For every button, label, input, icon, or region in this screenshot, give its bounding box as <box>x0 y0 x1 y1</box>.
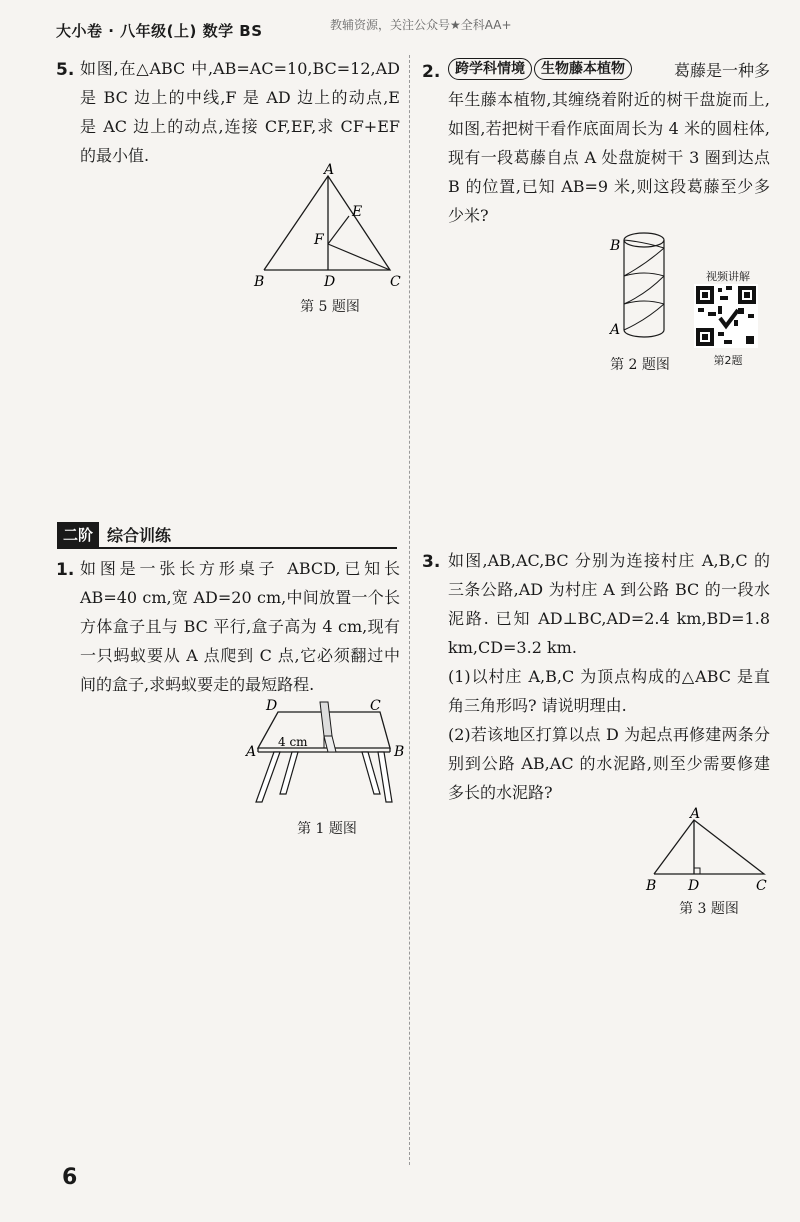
box-side <box>324 736 336 752</box>
watermark-text: 教辅资源，关注公众号★全科AA+ <box>330 18 512 32</box>
question-1-text: 如图是一张长方形桌子 ABCD,已知长 AB=40 cm,宽 AD=20 cm,中间放置一个长方体盒子且与 BC 平行,盒子高为 4 cm,现有一只蚂蚁要从 A 点爬到 C 点,它必须翻过中间的盒子,求蚂蚁要走的最短路程. <box>80 559 400 694</box>
page-number: 6 <box>62 1165 78 1190</box>
label-a: A <box>246 744 257 760</box>
label-c: C <box>756 878 767 894</box>
tag-biology: 生物藤本植物 <box>534 58 632 80</box>
question-3-part-1: (1)以村庄 A,B,C 为顶点构成的△ABC 是直角三角形吗? 请说明理由. <box>448 667 770 715</box>
figure-2-cylinder <box>606 228 676 346</box>
question-5-number: 5. <box>56 60 75 80</box>
question-2-number: 2. <box>422 62 441 82</box>
cylinder-top <box>624 233 664 247</box>
table-leg-back-right <box>362 752 380 794</box>
label-d: D <box>324 274 336 290</box>
figure-3-caption: 第 3 题图 <box>679 901 739 917</box>
book-title: 大小卷 · 八年级(上) 数学 BS <box>56 22 263 40</box>
triangle-abc <box>264 176 390 270</box>
question-3-number: 3. <box>422 552 441 572</box>
tag-interdisciplinary: 跨学科情境 <box>448 58 532 80</box>
right-angle-mark <box>694 868 700 874</box>
cylinder-bottom <box>624 330 664 337</box>
question-2-text: 葛藤是一种多年生藤本植物,其缠绕着附近的树干盘旋而上,如图,若把树干看作底面周长为 4 米的圆柱体,现有一段葛藤自点 A 处盘旋树干 3 圈到达点 B 的位置,已知 AB=9 米,则这段葛藤至少多少米? <box>448 61 771 225</box>
table-leg-back-left <box>280 752 298 794</box>
box-height-label: 4 cm <box>278 735 308 749</box>
section-title: 综合训练 <box>107 525 172 545</box>
label-d: D <box>688 878 700 894</box>
section-badge: 二阶 <box>57 522 99 547</box>
label-f: F <box>314 232 324 248</box>
table-leg-front-left <box>256 752 280 802</box>
label-b: B <box>254 274 265 290</box>
segment-ef <box>328 216 349 244</box>
label-a: A <box>324 162 335 178</box>
figure-2-caption: 第 2 题图 <box>610 357 670 373</box>
question-3-part-2: (2)若该地区打算以点 D 为起点再修建两条分别到公路 AB,AC 的水泥路,则至少需要修建多长的水泥路? <box>448 725 770 802</box>
label-d: D <box>266 698 278 714</box>
question-3-text: 如图,AB,AC,BC 分别为连接村庄 A,B,C 的三条公路,AD 为村庄 A 到公路 BC 的一段水泥路. 已知 AD⊥BC,AD=2.4 km,BD=1.8 km,CD=3.2 km. <box>448 551 770 657</box>
question-1-number: 1. <box>56 560 75 580</box>
label-a: A <box>610 322 621 338</box>
qr-title: 视频讲解 <box>706 270 750 283</box>
figure-1-caption: 第 1 题图 <box>297 821 357 837</box>
label-b: B <box>394 744 405 760</box>
section-header <box>57 522 171 546</box>
qr-caption: 第2题 <box>713 354 743 367</box>
section-underline <box>57 547 397 549</box>
column-divider <box>409 55 410 1165</box>
label-e: E <box>352 204 363 220</box>
label-b: B <box>646 878 657 894</box>
figure-3-triangle <box>642 806 774 898</box>
label-c: C <box>370 698 381 714</box>
label-c: C <box>390 274 401 290</box>
figure-1-table <box>244 698 410 810</box>
label-b: B <box>610 238 621 254</box>
vine-spiral <box>624 240 664 330</box>
figure-5-caption: 第 5 题图 <box>300 299 360 315</box>
triangle-abc <box>654 820 764 874</box>
label-a: A <box>690 806 701 822</box>
figure-5-triangle <box>248 162 408 294</box>
qr-code-icon[interactable] <box>694 284 758 348</box>
question-5-text: 如图,在△ABC 中,AB=AC=10,BC=12,AD 是 BC 边上的中线,F 是 AD 边上的动点,E 是 AC 边上的动点,连接 CF,EF,求 CF+EF 的最小值. <box>80 59 400 165</box>
box-top <box>320 702 332 736</box>
